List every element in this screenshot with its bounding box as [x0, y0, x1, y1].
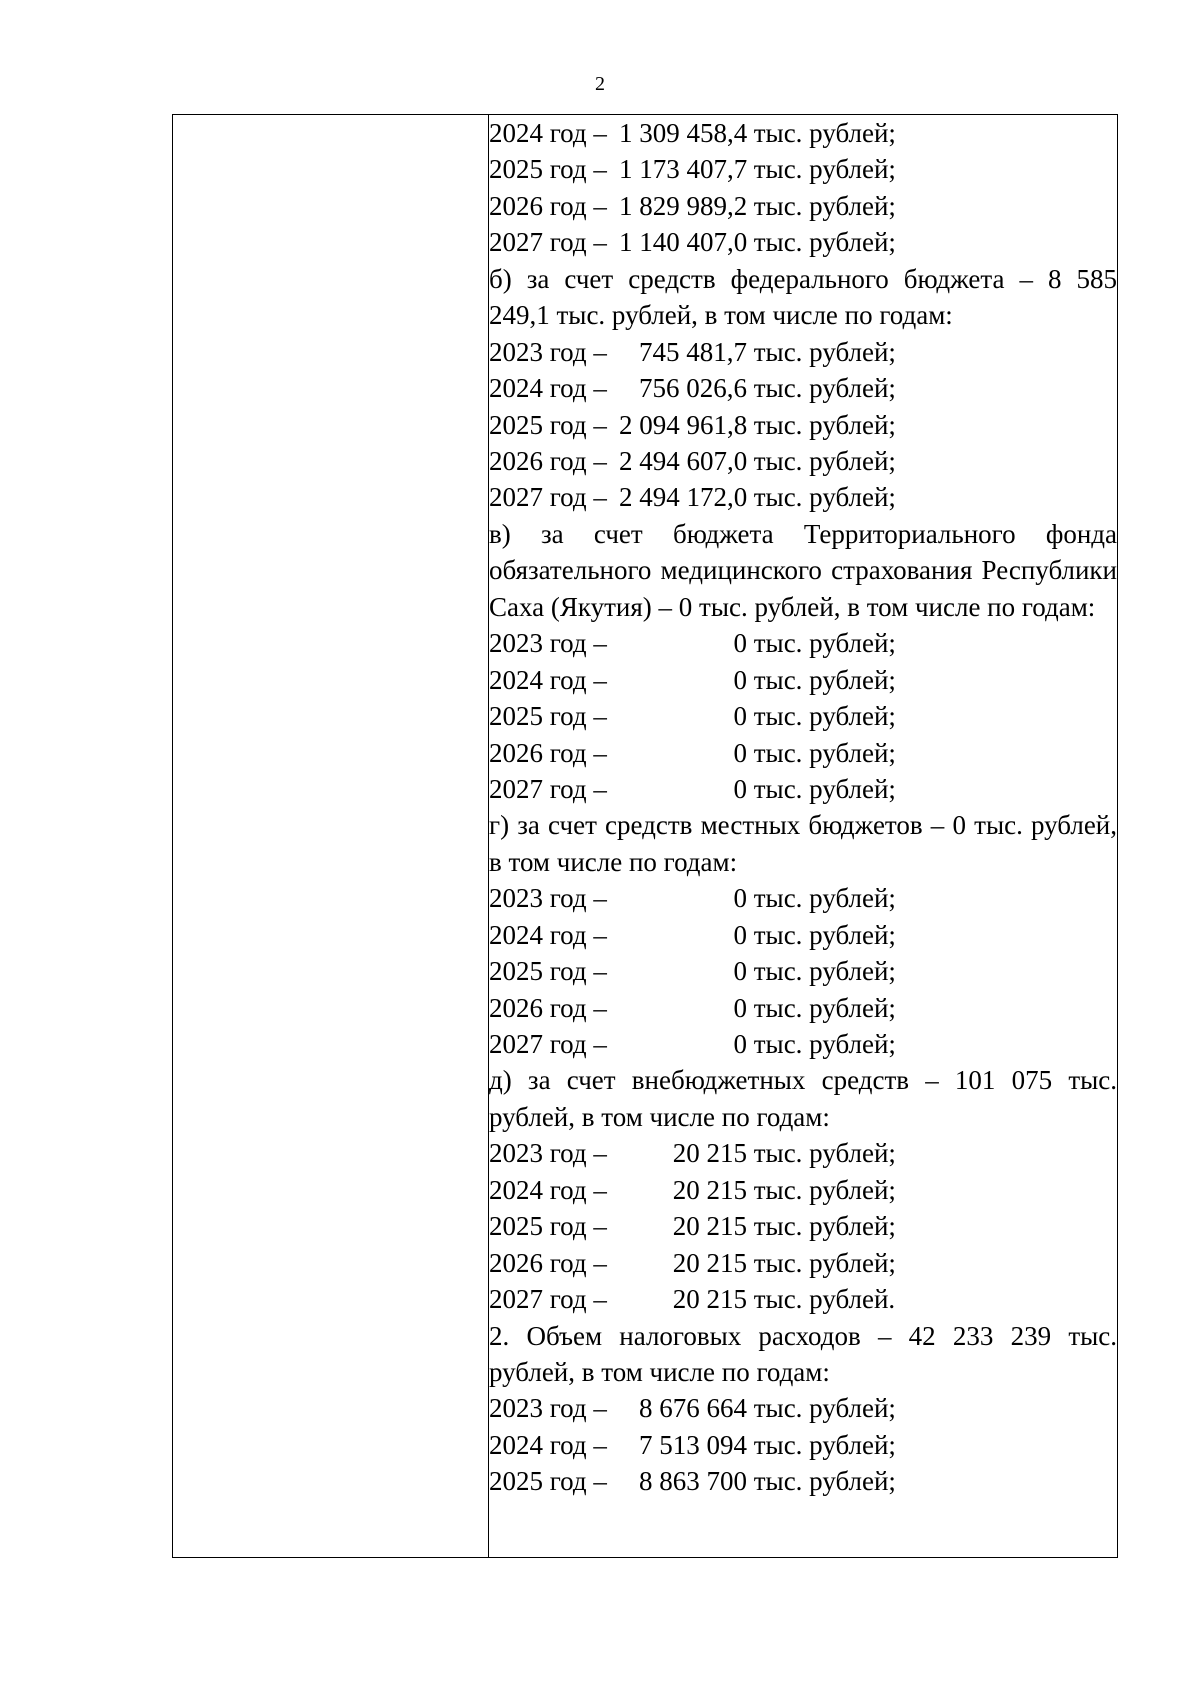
amount-unit: тыс. рублей;	[753, 883, 896, 914]
year-label: 2024 год –	[489, 919, 607, 950]
amount-value: 745 481,7	[639, 336, 747, 367]
amount-unit: тыс. рублей;	[753, 1138, 896, 1169]
year-label: 2027 год –	[489, 1284, 607, 1315]
funding-source-paragraph: 2. Объем налоговых расходов – 42 233 239 тыс. рублей, в том числе по годам:	[489, 1320, 1117, 1388]
table-row	[173, 115, 1118, 1558]
funding-year-line	[489, 1463, 1117, 1499]
amount-unit: тыс. рублей;	[753, 118, 896, 148]
funding-year-line	[489, 771, 1117, 807]
funding-year-line	[489, 1208, 1117, 1244]
amount-unit: тыс. рублей;	[753, 1174, 896, 1205]
amount-value: 0	[733, 628, 747, 659]
funding-year-line	[489, 698, 1117, 734]
year-label: 2024 год –	[489, 118, 607, 148]
amount-value: 0	[733, 664, 747, 695]
amount-value: 0	[733, 956, 747, 987]
amount-value: 0	[733, 737, 747, 768]
amount-value: 20 215	[672, 1284, 747, 1315]
amount-value: 0	[733, 883, 747, 914]
year-label: 2024 год –	[489, 373, 607, 404]
amount-unit: тыс. рублей;	[753, 482, 896, 513]
amount-value: 0	[733, 919, 747, 950]
amount-value: 8 676 664	[639, 1393, 747, 1424]
amount-value: 2 494 172,0	[619, 482, 748, 513]
funding-source-paragraph: в) за счет бюджета Территориального фонда обязательного медицинского страхования Республики Саха (Якутия) – 0 тыс. рублей, в том числе по годам:	[489, 518, 1117, 622]
amount-unit: тыс. рублей;	[753, 628, 896, 659]
funding-year-line	[489, 188, 1117, 224]
amount-value: 20 215	[672, 1174, 747, 1205]
amount-value: 8 863 700	[639, 1466, 747, 1497]
amount-unit: тыс. рублей;	[753, 1211, 896, 1242]
year-label: 2027 год –	[489, 227, 607, 258]
amount-value: 1 309 458,4	[619, 118, 748, 148]
funding-content	[489, 115, 1117, 1500]
funding-year-line	[489, 370, 1117, 406]
funding-year-line	[489, 1245, 1117, 1281]
funding-year-line	[489, 407, 1117, 443]
amount-unit: тыс. рублей;	[753, 1393, 896, 1424]
year-label: 2026 год –	[489, 190, 607, 221]
year-label: 2026 год –	[489, 992, 607, 1023]
year-label: 2024 год –	[489, 1174, 607, 1205]
program-passport-table	[172, 114, 1118, 1558]
year-label: 2025 год –	[489, 409, 607, 440]
funding-year-line	[489, 735, 1117, 771]
amount-value: 20 215	[672, 1211, 747, 1242]
amount-value: 2 094 961,8	[619, 409, 748, 440]
year-label: 2023 год –	[489, 628, 607, 659]
amount-value: 20 215	[672, 1247, 747, 1278]
amount-unit: тыс. рублей;	[753, 1466, 896, 1497]
amount-unit: тыс. рублей;	[753, 190, 896, 221]
label-cell	[173, 115, 489, 1558]
amount-value: 0	[733, 992, 747, 1023]
funding-source-paragraph: б) за счет средств федерального бюджета – 8 585 249,1 тыс. рублей, в том числе по годам:	[489, 263, 1117, 331]
content-cell	[489, 115, 1118, 1558]
year-label: 2026 год –	[489, 737, 607, 768]
funding-year-line	[489, 1427, 1117, 1463]
year-label: 2023 год –	[489, 883, 607, 914]
funding-year-line	[489, 1026, 1117, 1062]
amount-value: 20 215	[672, 1138, 747, 1169]
year-label: 2026 год –	[489, 445, 607, 476]
year-label: 2023 год –	[489, 336, 607, 367]
amount-value: 1 140 407,0	[619, 227, 748, 258]
funding-year-line	[489, 662, 1117, 698]
year-label: 2025 год –	[489, 956, 607, 987]
year-label: 2025 год –	[489, 1211, 607, 1242]
amount-value: 7 513 094	[639, 1429, 747, 1460]
funding-year-line	[489, 625, 1117, 661]
funding-year-line	[489, 1172, 1117, 1208]
amount-value: 0	[733, 773, 747, 804]
amount-value: 1 173 407,7	[619, 154, 748, 185]
funding-year-line	[489, 443, 1117, 479]
amount-unit: тыс. рублей;	[753, 773, 896, 804]
year-label: 2023 год –	[489, 1393, 607, 1424]
amount-value: 0	[733, 701, 747, 732]
amount-unit: тыс. рублей;	[753, 919, 896, 950]
amount-value: 1 829 989,2	[619, 190, 748, 221]
amount-unit: тыс. рублей;	[753, 154, 896, 185]
funding-year-line	[489, 224, 1117, 260]
amount-value: 756 026,6	[639, 373, 747, 404]
amount-unit: тыс. рублей;	[753, 336, 896, 367]
funding-year-line	[489, 880, 1117, 916]
funding-year-line	[489, 151, 1117, 187]
funding-year-line	[489, 990, 1117, 1026]
amount-value: 0	[733, 1029, 747, 1060]
funding-year-line	[489, 1281, 1117, 1317]
page-number: 2	[595, 73, 605, 95]
funding-source-paragraph: г) за счет средств местных бюджетов – 0 тыс. рублей, в том числе по годам:	[489, 810, 1117, 877]
amount-value: 2 494 607,0	[619, 445, 748, 476]
year-label: 2025 год –	[489, 154, 607, 185]
amount-unit: тыс. рублей;	[753, 1429, 896, 1460]
amount-unit: тыс. рублей;	[753, 1029, 896, 1060]
amount-unit: тыс. рублей;	[753, 992, 896, 1023]
funding-year-line	[489, 1390, 1117, 1426]
amount-unit: тыс. рублей;	[753, 445, 896, 476]
year-label: 2027 год –	[489, 773, 607, 804]
amount-unit: тыс. рублей;	[753, 227, 896, 258]
funding-year-line	[489, 479, 1117, 515]
funding-year-line	[489, 334, 1117, 370]
year-label: 2024 год –	[489, 664, 607, 695]
year-label: 2027 год –	[489, 482, 607, 513]
year-label: 2026 год –	[489, 1247, 607, 1278]
funding-year-line	[489, 115, 1117, 151]
funding-year-line	[489, 1135, 1117, 1171]
funding-year-line	[489, 917, 1117, 953]
amount-unit: тыс. рублей;	[753, 701, 896, 732]
year-label: 2025 год –	[489, 701, 607, 732]
year-label: 2024 год –	[489, 1429, 607, 1460]
year-label: 2027 год –	[489, 1029, 607, 1060]
amount-unit: тыс. рублей;	[753, 664, 896, 695]
amount-unit: тыс. рублей.	[753, 1284, 896, 1315]
funding-source-paragraph: д) за счет внебюджетных средств – 101 075 тыс. рублей, в том числе по годам:	[489, 1065, 1117, 1132]
amount-unit: тыс. рублей;	[753, 373, 896, 404]
year-label: 2023 год –	[489, 1138, 607, 1169]
funding-year-line	[489, 953, 1117, 989]
year-label: 2025 год –	[489, 1466, 607, 1497]
amount-unit: тыс. рублей;	[753, 1247, 896, 1278]
amount-unit: тыс. рублей;	[753, 956, 896, 987]
amount-unit: тыс. рублей;	[753, 737, 896, 768]
amount-unit: тыс. рублей;	[753, 409, 896, 440]
